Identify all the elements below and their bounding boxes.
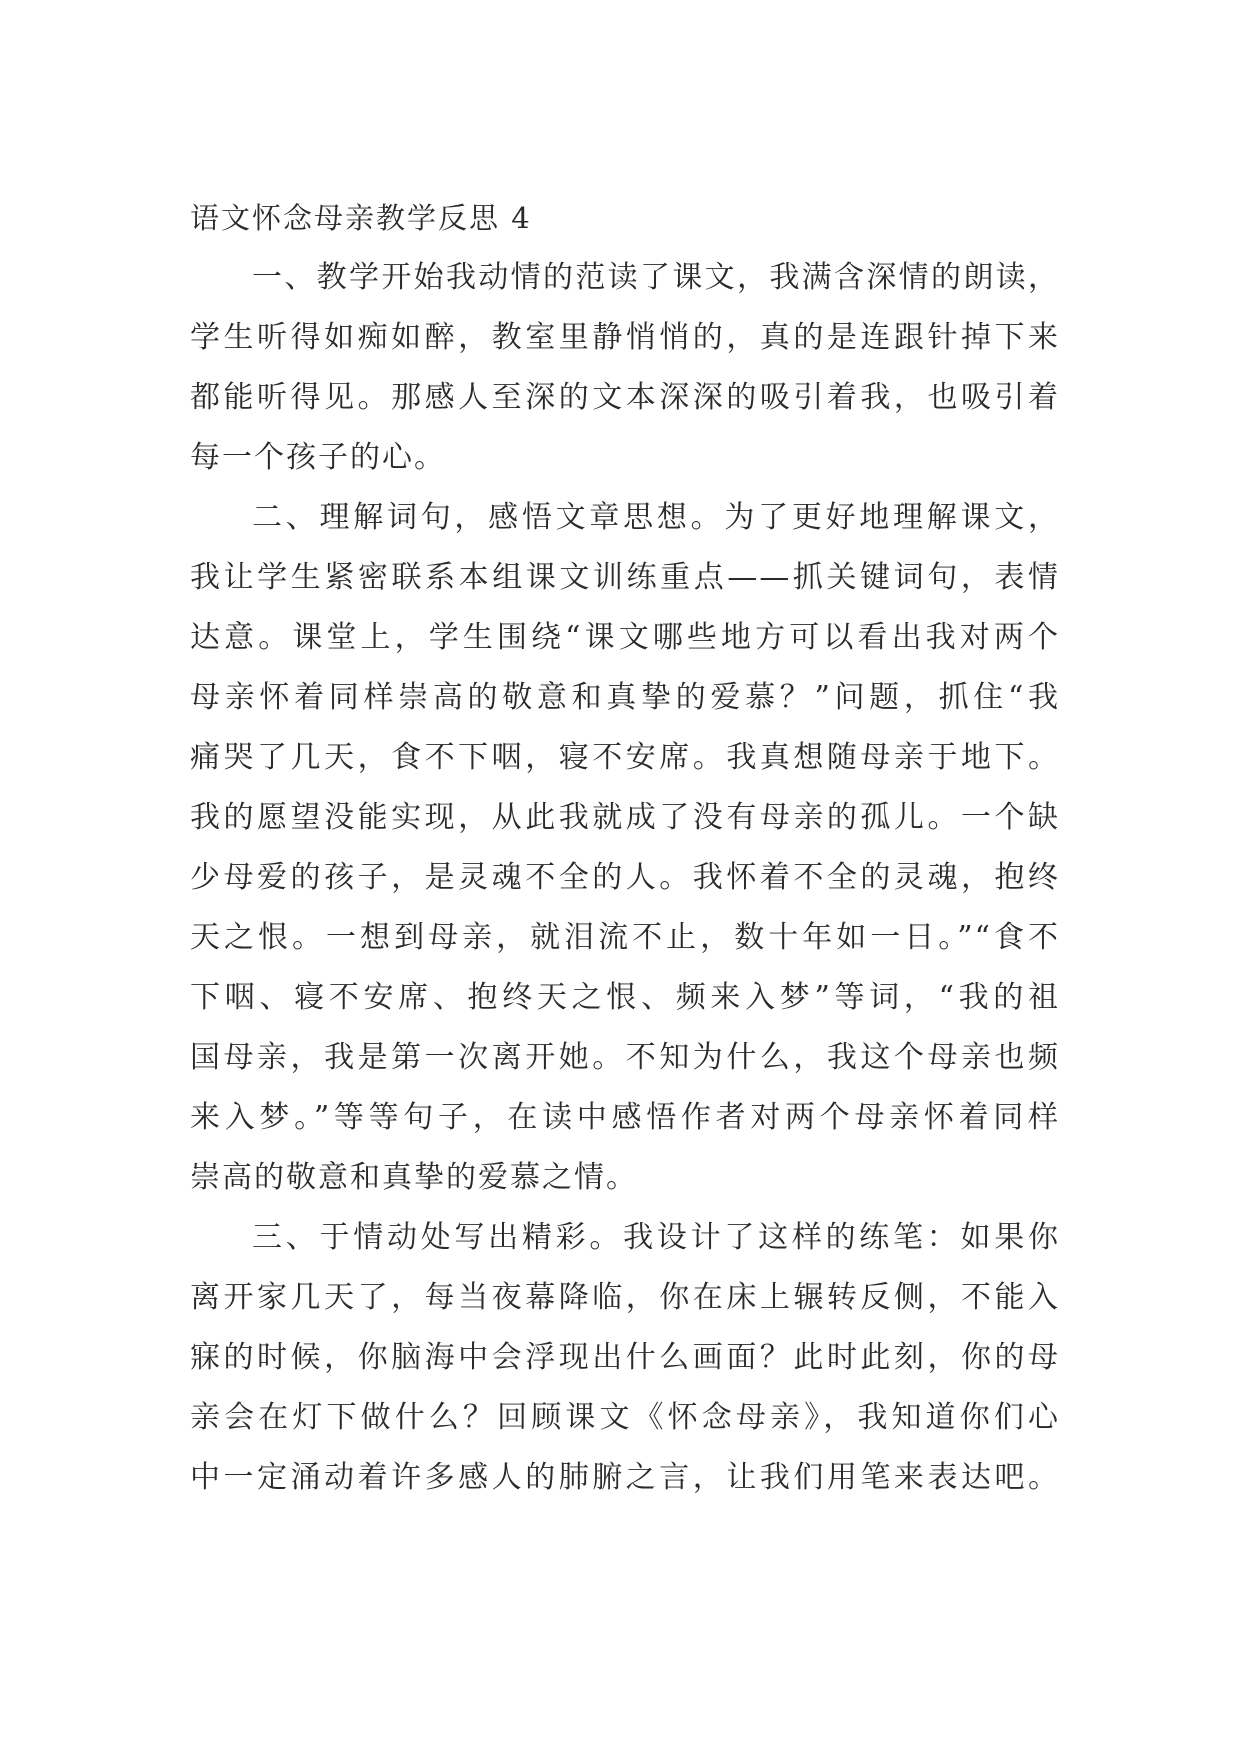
text-line: 痛哭了几天，食不下咽，寝不安席。我真想随母亲于地下。 bbox=[190, 740, 1060, 775]
text-line: 亲会在灯下做什么？回顾课文《怀念母亲》，我知道你们心 bbox=[190, 1400, 1060, 1435]
text-line: 我让学生紧密联系本组课文训练重点——抓关键词句，表情 bbox=[190, 560, 1060, 595]
document-body bbox=[190, 188, 1060, 1508]
text-line: 国母亲，我是第一次离开她。不知为什么，我这个母亲也频 bbox=[190, 1040, 1060, 1075]
paragraph-2 bbox=[190, 488, 1060, 1208]
text-line: 下咽、寝不安席、抱终天之恨、频来入梦”等词，“我的祖 bbox=[190, 980, 1060, 1015]
text-line: 寐的时候，你脑海中会浮现出什么画面？此时此刻，你的母 bbox=[190, 1340, 1060, 1375]
text-line: 来入梦。”等等句子，在读中感悟作者对两个母亲怀着同样 bbox=[190, 1100, 1060, 1135]
text-line: 少母爱的孩子，是灵魂不全的人。我怀着不全的灵魂，抱终 bbox=[190, 860, 1060, 895]
text-line: 三、于情动处写出精彩。我设计了这样的练笔：如果你 bbox=[252, 1220, 1060, 1255]
text-line: 离开家几天了，每当夜幕降临，你在床上辗转反侧，不能入 bbox=[190, 1280, 1060, 1315]
text-line: 达意。课堂上，学生围绕“课文哪些地方可以看出我对两个 bbox=[190, 620, 1060, 655]
text-line: 母亲怀着同样崇高的敬意和真挚的爱慕？”问题，抓住“我 bbox=[190, 680, 1060, 715]
paragraph-1 bbox=[190, 248, 1060, 488]
text-line: 都能听得见。那感人至深的文本深深的吸引着我，也吸引着 bbox=[190, 380, 1060, 415]
text-line: 我的愿望没能实现，从此我就成了没有母亲的孤儿。一个缺 bbox=[190, 800, 1060, 835]
text-line: 二、理解词句，感悟文章思想。为了更好地理解课文， bbox=[252, 500, 1060, 535]
text-line: 一、教学开始我动情的范读了课文，我满含深情的朗读， bbox=[252, 260, 1060, 295]
text-line: 天之恨。一想到母亲，就泪流不止，数十年如一日。”“食不 bbox=[190, 920, 1060, 955]
document-title: 语文怀念母亲教学反思 4 bbox=[190, 201, 532, 235]
text-line: 中一定涌动着许多感人的肺腑之言，让我们用笔来表达吧。 bbox=[190, 1460, 1060, 1495]
text-line: 每一个孩子的心。 bbox=[190, 440, 446, 475]
text-line: 崇高的敬意和真挚的爱慕之情。 bbox=[190, 1160, 638, 1195]
text-line: 学生听得如痴如醉，教室里静悄悄的，真的是连跟针掉下来 bbox=[190, 320, 1060, 355]
paragraph-3 bbox=[190, 1208, 1060, 1508]
